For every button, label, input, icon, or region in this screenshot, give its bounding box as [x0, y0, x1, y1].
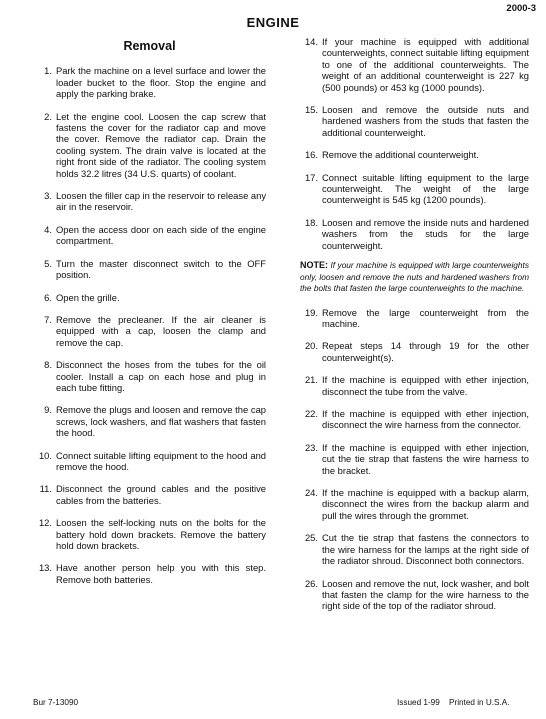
- step-text: Have another person help you with this step. Remove both batteries.: [56, 562, 266, 585]
- step-item: [33, 517, 266, 551]
- step-item: [300, 36, 529, 93]
- step-text: Disconnect the ground cables and the positive cables from the batteries.: [56, 483, 266, 506]
- step-text: Park the machine on a level surface and lower the loader bucket to the floor. Stop the engine and apply the parking brake.: [56, 65, 266, 100]
- step-number: 15.: [304, 104, 318, 116]
- step-text: Open the access door on each side of the engine compartment.: [56, 223, 266, 247]
- step-text: Remove the precleaner. If the air cleaner is equipped with a cap, loosen the clamp and remove the cap.: [56, 313, 266, 348]
- page-title: ENGINE: [246, 15, 300, 30]
- right-column: [300, 36, 529, 623]
- step-item: [33, 404, 266, 438]
- step-item: [300, 374, 529, 397]
- step-number: 5.: [44, 257, 52, 269]
- right-step-list-a: [300, 36, 529, 251]
- step-item: [33, 292, 266, 303]
- step-text: Repeat steps 14 through 19 for the other counterweight(s).: [322, 340, 529, 363]
- step-text: Connect suitable lifting equipment to the hood and remove the hood.: [56, 449, 266, 472]
- step-number: 16.: [304, 149, 318, 161]
- step-item: [300, 532, 529, 566]
- step-text: Loosen the self-locking nuts on the bolts for the battery hold down brackets. Remove the battery hold down brackets.: [56, 517, 266, 551]
- step-item: [300, 408, 529, 431]
- step-text: Turn the master disconnect switch to the OFF position.: [56, 257, 266, 281]
- step-number: 4.: [44, 223, 52, 235]
- right-step-list-b: [300, 307, 529, 612]
- step-item: [33, 450, 266, 473]
- step-number: 19.: [304, 306, 318, 318]
- step-number: 20.: [304, 340, 318, 352]
- step-number: 12.: [38, 517, 52, 529]
- step-text: If the machine is equipped with ether injection, cut the tie strap that fastens the wire harness to the bracket.: [322, 441, 529, 476]
- step-item: [33, 111, 266, 179]
- step-text: Loosen the filler cap in the reservoir to release any air in the reservoir.: [56, 190, 267, 213]
- step-number: 6.: [44, 291, 52, 303]
- step-text: Open the grille.: [56, 291, 120, 303]
- left-column: [33, 36, 266, 596]
- step-number: 9.: [44, 404, 52, 416]
- step-number: 7.: [44, 313, 52, 325]
- step-number: 14.: [304, 36, 318, 47]
- step-number: 18.: [304, 216, 318, 228]
- step-number: 26.: [304, 577, 318, 589]
- step-item: [300, 578, 529, 612]
- step-text: Loosen and remove the nut, lock washer, and bolt that fasten the clamp for the wire harness to the right side of the top of the radiator shroud.: [322, 577, 529, 612]
- step-number: 22.: [304, 408, 318, 420]
- step-number: 10.: [38, 449, 52, 461]
- step-text: Cut the tie strap that fastens the connectors to the wire harness for the lamps at the right side of the radiator shroud. Disconnect both connectors.: [322, 532, 529, 567]
- step-item: [300, 217, 529, 251]
- left-step-list: [33, 65, 266, 585]
- step-item: [33, 65, 266, 99]
- step-text: If your machine is equipped with additional counterweights, connect suitable lifting equipment to one of the additional counterweights. The weight of an additional counterweight is 227 kg (500 pounds) or 453 kg (1000 pounds).: [322, 36, 529, 93]
- step-number: 3.: [44, 190, 52, 202]
- step-text: Loosen and remove the outside nuts and hardened washers from the studs that fasten the additional counterweight.: [322, 104, 529, 138]
- footer-printed: Printed in U.S.A.: [449, 698, 510, 707]
- step-number: 24.: [304, 487, 318, 499]
- step-item: [33, 190, 266, 213]
- step-text: Connect suitable lifting equipment to the large counterweight. The weight of the large counterweight is 545 kg (1200 pounds).: [322, 171, 529, 206]
- step-number: 1.: [44, 65, 52, 77]
- note-text: If your machine is equipped with large counterweights only, loosen and remove the nuts and hardened washers from the bolts that fasten the large counterweights to the machine.: [300, 260, 529, 294]
- step-number: 2.: [44, 110, 52, 122]
- step-item: [33, 483, 266, 506]
- page-number: 2000-3: [506, 3, 536, 14]
- step-text: Loosen and remove the inside nuts and hardened washers from the studs for the large counterweight.: [322, 216, 529, 251]
- step-text: If the machine is equipped with ether injection, disconnect the wire harness from the connector.: [322, 408, 529, 431]
- footer-issued: Issued 1-99: [397, 698, 440, 707]
- step-text: Disconnect the hoses from the tubes for the oil cooler. Install a cap on each hose and plug in each tube fitting.: [56, 359, 266, 393]
- step-item: [33, 314, 266, 348]
- step-number: 11.: [39, 483, 52, 495]
- step-item: [300, 442, 529, 476]
- step-item: [300, 172, 529, 206]
- step-item: [33, 258, 266, 281]
- step-text: Let the engine cool. Loosen the cap screw that fastens the cover for the radiator cap and move the cover. Remove the radiator cap. Drain the cooling system. The drain valve is located at the right front side of the radiator. The cooling system holds 32.2 litres (34 U.S. quarts) of coolant.: [56, 110, 266, 179]
- step-text: If the machine is equipped with ether injection, disconnect the tube from the valve.: [322, 374, 529, 397]
- step-number: 17.: [304, 171, 318, 183]
- step-text: Remove the additional counterweight.: [322, 149, 479, 161]
- step-number: 23.: [304, 441, 318, 453]
- step-number: 25.: [304, 532, 318, 544]
- step-text: Remove the plugs and loosen and remove the cap screws, lock washers, and flat washers that fasten the hood.: [56, 404, 266, 439]
- step-item: [300, 104, 529, 138]
- step-item: [300, 340, 529, 363]
- step-item: [300, 487, 529, 521]
- step-text: Remove the large counterweight from the machine.: [322, 306, 529, 329]
- step-item: [33, 224, 266, 247]
- note-block: [300, 260, 529, 295]
- step-item: [33, 359, 266, 393]
- step-item: [300, 149, 529, 160]
- step-number: 8.: [44, 359, 52, 371]
- step-text: If the machine is equipped with a backup alarm, disconnect the wires from the backup alarm and pull the wires through the grommet.: [322, 487, 529, 521]
- section-heading: Removal: [123, 39, 176, 53]
- footer-doc-number: Bur 7-13090: [33, 698, 79, 707]
- note-label: NOTE:: [300, 260, 328, 271]
- step-number: 21.: [304, 374, 318, 386]
- step-number: 13.: [38, 562, 52, 574]
- step-item: [300, 307, 529, 330]
- step-item: [33, 562, 266, 585]
